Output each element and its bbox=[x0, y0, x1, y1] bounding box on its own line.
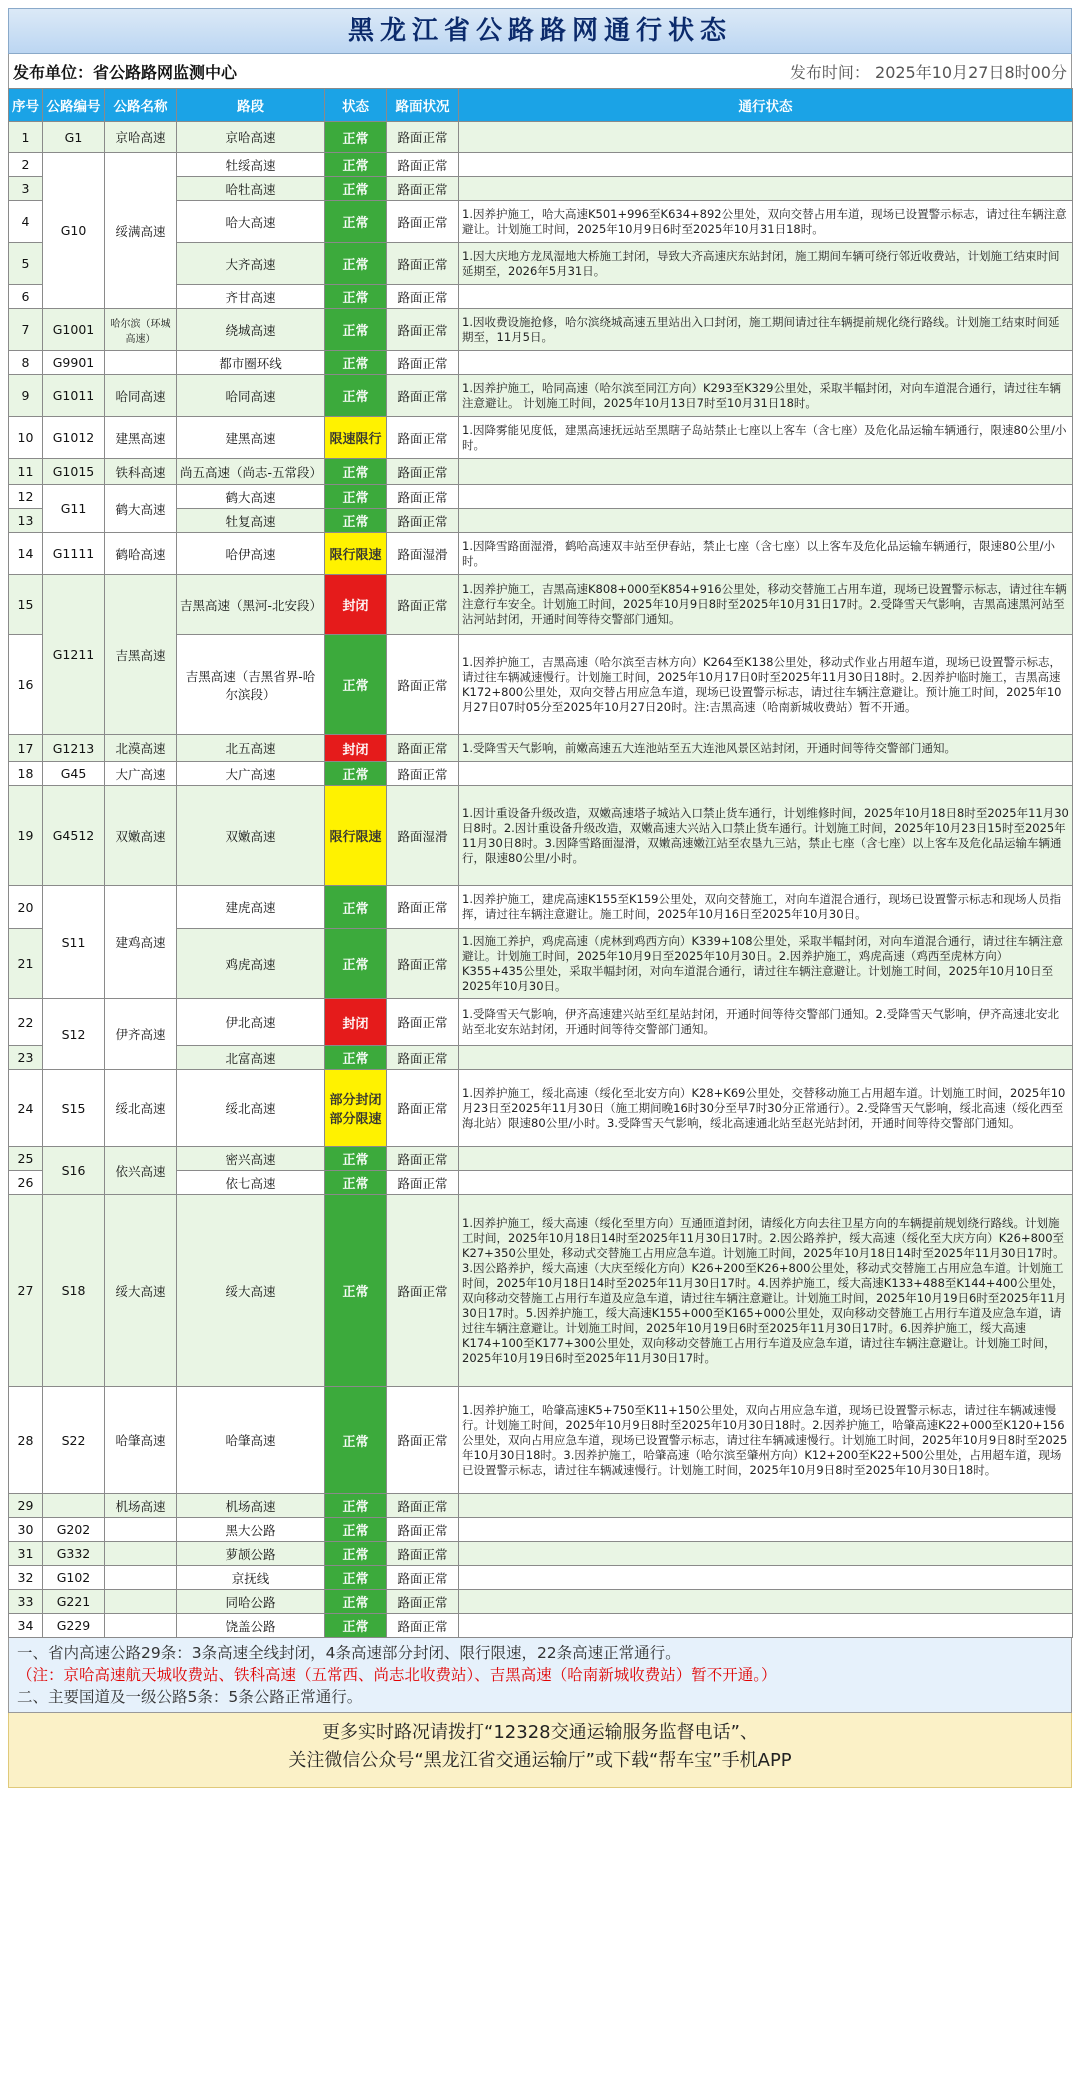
table-row bbox=[9, 762, 1073, 786]
cell-code bbox=[43, 1494, 105, 1518]
cell-name bbox=[105, 1590, 177, 1614]
cell-no: 30 bbox=[9, 1518, 43, 1542]
cell-name: 建黑高速 bbox=[105, 417, 177, 459]
status-badge: 正常 bbox=[325, 1566, 387, 1590]
cell-no: 3 bbox=[9, 177, 43, 201]
table-row bbox=[9, 1387, 1073, 1494]
cell-segment: 哈牡高速 bbox=[177, 177, 325, 201]
cell-no: 33 bbox=[9, 1590, 43, 1614]
cell-segment: 伊北高速 bbox=[177, 999, 325, 1046]
cell-road: 路面正常 bbox=[387, 1147, 459, 1171]
table-row bbox=[9, 575, 1073, 635]
table-row bbox=[9, 1590, 1073, 1614]
status-badge: 正常 bbox=[325, 177, 387, 201]
publisher: 发布单位：省公路路网监测中心 bbox=[13, 62, 238, 82]
table-row bbox=[9, 309, 1073, 351]
cell-detail: 1.因养护施工，绥大高速（绥化至里方向）互通匝道封闭，请绥化方向去往卫星方向的车辆提前规划绕行路线。计划施工时间，2025年10月18日14时至2025年11月30日17时。2.因公路养护，绥大高速（绥化至大庆方向）K26+800至K27+350公里处，移动式交替施工占用应急车道。计划施工时间，2025年10月18日14时至2025年11月30日17时。3.因公路养护，绥大高速（大庆至绥化方向）K26+200至K26+800公里处，移动式交替施工占用应急车道。计划施工时间，2025年10月18日14时至2025年11月30日17时。4.因养护施工，绥大高速K133+488至K144+400公里处，双向移动交替施工占用行车道及应急车道，请过往车辆注意避让。计划施工时间，2025年10月19日6时至2025年11月30日17时。5.因养护施工，绥大高速K155+000至K165+000公里处，双向移动交替施工占用行车道及应急车道，请过往车辆注意避让。计划施工时间，2025年10月19日6时至2025年11月30日17时。6.因养护施工，绥大高速K174+100至K177+300公里处，双向移动交替施工占用行车道及应急车道，请过往车辆注意避让。计划施工时间，2025年10月19日6时至2025年11月30日17时。 bbox=[459, 1195, 1073, 1387]
cell-detail: 1.因养护施工，建虎高速K155至K159公里处，双向交替施工，对向车道混合通行，现场已设置警示标志和现场人员指挥，请过往车辆注意避让。施工时间，2025年10月16日至2025年10月30日。 bbox=[459, 886, 1073, 929]
table-row bbox=[9, 1070, 1073, 1147]
cell-detail bbox=[459, 351, 1073, 375]
cell-code: G1011 bbox=[43, 375, 105, 417]
cell-no: 17 bbox=[9, 735, 43, 762]
cell-segment: 哈肇高速 bbox=[177, 1387, 325, 1494]
cell-name: 北漠高速 bbox=[105, 735, 177, 762]
cell-code: G332 bbox=[43, 1542, 105, 1566]
cell-name: 绥大高速 bbox=[105, 1195, 177, 1387]
cell-no: 34 bbox=[9, 1614, 43, 1638]
cell-name: 哈尔滨（环城高速） bbox=[105, 309, 177, 351]
cell-code: G1015 bbox=[43, 459, 105, 485]
cell-code: G1012 bbox=[43, 417, 105, 459]
table-row bbox=[9, 459, 1073, 485]
status-badge: 正常 bbox=[325, 1542, 387, 1566]
cell-road: 路面正常 bbox=[387, 153, 459, 177]
cell-no: 24 bbox=[9, 1070, 43, 1147]
status-badge: 正常 bbox=[325, 1046, 387, 1070]
cell-name bbox=[105, 351, 177, 375]
status-badge: 正常 bbox=[325, 153, 387, 177]
cell-road: 路面正常 bbox=[387, 1494, 459, 1518]
cell-road: 路面正常 bbox=[387, 485, 459, 509]
cell-segment: 北五高速 bbox=[177, 735, 325, 762]
status-badge: 正常 bbox=[325, 485, 387, 509]
cell-detail bbox=[459, 1171, 1073, 1195]
footer-line-1: 更多实时路况请拨打“12328交通运输服务监督电话”、 bbox=[322, 1722, 758, 1743]
cell-road: 路面正常 bbox=[387, 1046, 459, 1070]
summary-note: （注：京哈高速航天城收费站、铁科高速（五常西、尚志北收费站）、吉黑高速（哈南新城收费站）暂不开通。） bbox=[17, 1666, 777, 1684]
cell-code: G10 bbox=[43, 153, 105, 309]
status-badge: 正常 bbox=[325, 1590, 387, 1614]
cell-road: 路面正常 bbox=[387, 309, 459, 351]
table-header-row bbox=[9, 89, 1073, 122]
cell-road: 路面湿滑 bbox=[387, 533, 459, 575]
cell-no: 9 bbox=[9, 375, 43, 417]
cell-road: 路面正常 bbox=[387, 1171, 459, 1195]
status-badge: 封闭 bbox=[325, 999, 387, 1046]
status-badge: 正常 bbox=[325, 1171, 387, 1195]
cell-code: G9901 bbox=[43, 351, 105, 375]
cell-detail bbox=[459, 1542, 1073, 1566]
cell-no: 25 bbox=[9, 1147, 43, 1171]
cell-code: G1211 bbox=[43, 575, 105, 735]
cell-segment: 饶盖公路 bbox=[177, 1614, 325, 1638]
header-segment: 路段 bbox=[177, 89, 325, 122]
cell-no: 8 bbox=[9, 351, 43, 375]
cell-road: 路面正常 bbox=[387, 509, 459, 533]
cell-segment: 尚五高速（尚志-五常段） bbox=[177, 459, 325, 485]
status-badge: 正常 bbox=[325, 375, 387, 417]
cell-no: 15 bbox=[9, 575, 43, 635]
cell-no: 21 bbox=[9, 929, 43, 999]
cell-road: 路面正常 bbox=[387, 1590, 459, 1614]
page-title: 黑龙江省公路路网通行状态 bbox=[8, 8, 1072, 54]
cell-detail: 1.因大庆地方龙凤湿地大桥施工封闭，导致大齐高速庆东站封闭，施工期间车辆可绕行邻近收费站，计划施工结束时间延期至，2026年5月31日。 bbox=[459, 243, 1073, 285]
cell-name bbox=[105, 1542, 177, 1566]
cell-code: G1111 bbox=[43, 533, 105, 575]
status-badge: 封闭 bbox=[325, 575, 387, 635]
cell-no: 13 bbox=[9, 509, 43, 533]
cell-segment: 依七高速 bbox=[177, 1171, 325, 1195]
cell-segment: 建虎高速 bbox=[177, 886, 325, 929]
cell-no: 10 bbox=[9, 417, 43, 459]
cell-code: S16 bbox=[43, 1147, 105, 1195]
cell-name: 京哈高速 bbox=[105, 122, 177, 153]
table-row bbox=[9, 786, 1073, 886]
cell-road: 路面正常 bbox=[387, 575, 459, 635]
table-row bbox=[9, 153, 1073, 177]
cell-road: 路面正常 bbox=[387, 635, 459, 735]
cell-detail: 1.因计重设备升级改造，双嫩高速塔子城站入口禁止货车通行，计划维修时间，2025年10月18日8时至2025年11月30日8时。2.因计重设备升级改造，双嫩高速大兴站入口禁止货车通行。计划施工时间，2025年10月23日15时至2025年11月30日8时。3.因降雪路面湿滑，双嫩高速嫩江站至农垦九三站，禁止七座（含七座）以上客车及危化品运输车辆通行，限速80公里/小时。 bbox=[459, 786, 1073, 886]
cell-segment: 齐甘高速 bbox=[177, 285, 325, 309]
cell-detail: 1.受降雪天气影响，伊齐高速建兴站至红星站封闭，开通时间等待交警部门通知。2.受降雪天气影响，伊齐高速北安北站至北安东站封闭，开通时间等待交警部门通知。 bbox=[459, 999, 1073, 1046]
cell-code: S11 bbox=[43, 886, 105, 999]
cell-no: 20 bbox=[9, 886, 43, 929]
cell-detail bbox=[459, 1494, 1073, 1518]
cell-segment: 双嫩高速 bbox=[177, 786, 325, 886]
cell-segment: 建黑高速 bbox=[177, 417, 325, 459]
cell-road: 路面正常 bbox=[387, 285, 459, 309]
cell-segment: 哈伊高速 bbox=[177, 533, 325, 575]
cell-name: 鹤哈高速 bbox=[105, 533, 177, 575]
table-row bbox=[9, 1494, 1073, 1518]
status-table bbox=[8, 88, 1073, 1638]
cell-road: 路面正常 bbox=[387, 735, 459, 762]
table-row bbox=[9, 417, 1073, 459]
cell-name bbox=[105, 1518, 177, 1542]
table-row bbox=[9, 999, 1073, 1046]
table-row bbox=[9, 533, 1073, 575]
cell-code: G1001 bbox=[43, 309, 105, 351]
cell-no: 32 bbox=[9, 1566, 43, 1590]
cell-no: 14 bbox=[9, 533, 43, 575]
table-body bbox=[9, 122, 1073, 1638]
cell-code: S22 bbox=[43, 1387, 105, 1494]
cell-detail: 1.因施工养护，鸡虎高速（虎林到鸡西方向）K339+108公里处，采取半幅封闭，对向车道混合通行，请过往车辆注意避让。计划施工时间，2025年10月9日至2025年10月30日。2.因养护施工，鸡虎高速（鸡西至虎林方向）K355+435公里处，采取半幅封闭，对向车道混合通行，请过往车辆注意避让。计划施工时间，2025年10月10日至2025年10月30日。 bbox=[459, 929, 1073, 999]
cell-code: S18 bbox=[43, 1195, 105, 1387]
cell-name: 鹤大高速 bbox=[105, 485, 177, 533]
cell-detail bbox=[459, 122, 1073, 153]
cell-detail bbox=[459, 153, 1073, 177]
table-row bbox=[9, 1566, 1073, 1590]
footer bbox=[8, 1713, 1072, 1788]
publish-time: 发布时间： 2025年10月27日8时00分 bbox=[789, 62, 1067, 82]
cell-segment: 吉黑高速（黑河-北安段） bbox=[177, 575, 325, 635]
header-code: 公路编号 bbox=[43, 89, 105, 122]
cell-segment: 密兴高速 bbox=[177, 1147, 325, 1171]
cell-code: G1 bbox=[43, 122, 105, 153]
cell-detail: 1.因收费设施抢修，哈尔滨绕城高速五里站出入口封闭，施工期间请过往车辆提前规化绕行路线。计划施工结束时间延期至，11月5日。 bbox=[459, 309, 1073, 351]
status-badge: 限行限速 bbox=[325, 533, 387, 575]
cell-name: 双嫩高速 bbox=[105, 786, 177, 886]
cell-detail bbox=[459, 1518, 1073, 1542]
status-badge: 正常 bbox=[325, 929, 387, 999]
status-badge: 封闭 bbox=[325, 735, 387, 762]
cell-road: 路面正常 bbox=[387, 1566, 459, 1590]
cell-segment: 牡绥高速 bbox=[177, 153, 325, 177]
cell-road: 路面正常 bbox=[387, 762, 459, 786]
cell-detail bbox=[459, 1566, 1073, 1590]
cell-no: 26 bbox=[9, 1171, 43, 1195]
cell-no: 16 bbox=[9, 635, 43, 735]
header-status: 状态 bbox=[325, 89, 387, 122]
cell-no: 1 bbox=[9, 122, 43, 153]
cell-detail: 1.因降雾能见度低，建黑高速抚远站至黑瞎子岛站禁止七座以上客车（含七座）及危化品运输车辆通行，限速80公里/小时。 bbox=[459, 417, 1073, 459]
cell-detail bbox=[459, 485, 1073, 509]
cell-road: 路面正常 bbox=[387, 886, 459, 929]
cell-detail: 1.因养护施工，哈大高速K501+996至K634+892公里处，双向交替占用车道，现场已设置警示标志，请过往车辆注意避让。计划施工时间，2025年10月9日6时至2025年10月31日18时。 bbox=[459, 201, 1073, 243]
cell-detail bbox=[459, 509, 1073, 533]
cell-code: G1213 bbox=[43, 735, 105, 762]
table-row bbox=[9, 351, 1073, 375]
publish-row bbox=[8, 54, 1072, 88]
cell-name: 依兴高速 bbox=[105, 1147, 177, 1195]
cell-road: 路面湿滑 bbox=[387, 786, 459, 886]
cell-code: G229 bbox=[43, 1614, 105, 1638]
header-no: 序号 bbox=[9, 89, 43, 122]
cell-road: 路面正常 bbox=[387, 1070, 459, 1147]
cell-segment: 绥大高速 bbox=[177, 1195, 325, 1387]
cell-road: 路面正常 bbox=[387, 122, 459, 153]
cell-detail: 1.因养护施工，绥北高速（绥化至北安方向）K28+K69公里处，交替移动施工占用超车道。计划施工时间，2025年10月23日至2025年11月30日（施工期间晚16时30分至早7时30分正常通行）。2.受降雪天气影响，绥北高速（绥化西至海北站）限速80公里/小时。3.受降雪天气影响，绥北高速通北站至赵光站封闭，开通时间等待交警部门通知。 bbox=[459, 1070, 1073, 1147]
cell-detail bbox=[459, 177, 1073, 201]
cell-name: 机场高速 bbox=[105, 1494, 177, 1518]
cell-segment: 哈同高速 bbox=[177, 375, 325, 417]
cell-road: 路面正常 bbox=[387, 1387, 459, 1494]
cell-segment: 鸡虎高速 bbox=[177, 929, 325, 999]
status-badge: 正常 bbox=[325, 635, 387, 735]
cell-segment: 同哈公路 bbox=[177, 1590, 325, 1614]
status-badge: 正常 bbox=[325, 351, 387, 375]
status-badge: 正常 bbox=[325, 459, 387, 485]
status-badge: 正常 bbox=[325, 309, 387, 351]
cell-segment: 都市圈环线 bbox=[177, 351, 325, 375]
cell-detail bbox=[459, 1147, 1073, 1171]
cell-road: 路面正常 bbox=[387, 243, 459, 285]
cell-name: 哈肇高速 bbox=[105, 1387, 177, 1494]
cell-segment: 京抚线 bbox=[177, 1566, 325, 1590]
cell-segment: 牡复高速 bbox=[177, 509, 325, 533]
table-row bbox=[9, 122, 1073, 153]
status-badge: 正常 bbox=[325, 509, 387, 533]
table-row bbox=[9, 1147, 1073, 1171]
header-name: 公路名称 bbox=[105, 89, 177, 122]
cell-no: 2 bbox=[9, 153, 43, 177]
cell-detail bbox=[459, 1614, 1073, 1638]
cell-segment: 大广高速 bbox=[177, 762, 325, 786]
summary bbox=[8, 1638, 1072, 1713]
status-badge: 正常 bbox=[325, 1147, 387, 1171]
status-badge: 正常 bbox=[325, 1387, 387, 1494]
cell-name bbox=[105, 1614, 177, 1638]
cell-road: 路面正常 bbox=[387, 1195, 459, 1387]
cell-segment: 吉黑高速（吉黑省界-哈尔滨段） bbox=[177, 635, 325, 735]
header-road: 路面状况 bbox=[387, 89, 459, 122]
cell-code: G11 bbox=[43, 485, 105, 533]
status-badge: 限速限行 bbox=[325, 417, 387, 459]
cell-segment: 京哈高速 bbox=[177, 122, 325, 153]
table-row bbox=[9, 1614, 1073, 1638]
cell-detail bbox=[459, 1046, 1073, 1070]
cell-no: 27 bbox=[9, 1195, 43, 1387]
cell-detail bbox=[459, 459, 1073, 485]
cell-name bbox=[105, 1566, 177, 1590]
cell-no: 11 bbox=[9, 459, 43, 485]
status-badge: 正常 bbox=[325, 122, 387, 153]
cell-no: 31 bbox=[9, 1542, 43, 1566]
cell-no: 5 bbox=[9, 243, 43, 285]
cell-road: 路面正常 bbox=[387, 201, 459, 243]
cell-name: 绥满高速 bbox=[105, 153, 177, 309]
status-badge: 限行限速 bbox=[325, 786, 387, 886]
status-badge: 正常 bbox=[325, 1195, 387, 1387]
cell-road: 路面正常 bbox=[387, 351, 459, 375]
cell-no: 29 bbox=[9, 1494, 43, 1518]
cell-no: 28 bbox=[9, 1387, 43, 1494]
table-row bbox=[9, 375, 1073, 417]
cell-segment: 北富高速 bbox=[177, 1046, 325, 1070]
status-badge: 正常 bbox=[325, 886, 387, 929]
cell-road: 路面正常 bbox=[387, 929, 459, 999]
status-badge: 正常 bbox=[325, 1494, 387, 1518]
table-row bbox=[9, 485, 1073, 509]
header-detail: 通行状态 bbox=[459, 89, 1073, 122]
cell-road: 路面正常 bbox=[387, 999, 459, 1046]
cell-name: 哈同高速 bbox=[105, 375, 177, 417]
cell-detail: 1.因养护施工，吉黑高速（哈尔滨至吉林方向）K264至K138公里处，移动式作业占用超车道，现场已设置警示标志，请过往车辆减速慢行。计划施工时间，2025年10月17日0时至2025年11月30日18时。2.因养护临时施工，吉黑高速K172+800公里处，双向交替占用应急车道，现场已设置警示标志，请过往车辆注意避让。预计施工时间，2025年10月27日07时05分至2025年10月27日20时。注:吉黑高速（哈南新城收费站）暂不开通。 bbox=[459, 635, 1073, 735]
cell-road: 路面正常 bbox=[387, 1614, 459, 1638]
cell-segment: 机场高速 bbox=[177, 1494, 325, 1518]
cell-name: 绥北高速 bbox=[105, 1070, 177, 1147]
cell-detail: 1.因养护施工，哈同高速（哈尔滨至同江方向）K293至K329公里处，采取半幅封闭，对向车道混合通行，请过往车辆注意避让。 计划施工时间，2025年10月13日7时至10月31日18时。 bbox=[459, 375, 1073, 417]
cell-no: 6 bbox=[9, 285, 43, 309]
cell-code: G4512 bbox=[43, 786, 105, 886]
cell-detail bbox=[459, 285, 1073, 309]
cell-detail bbox=[459, 1590, 1073, 1614]
cell-detail: 1.因降雪路面湿滑，鹤哈高速双丰站至伊春站，禁止七座（含七座）以上客车及危化品运输车辆通行，限速80公里/小时。 bbox=[459, 533, 1073, 575]
cell-detail bbox=[459, 762, 1073, 786]
cell-segment: 鹤大高速 bbox=[177, 485, 325, 509]
cell-road: 路面正常 bbox=[387, 375, 459, 417]
table-row bbox=[9, 886, 1073, 929]
cell-segment: 大齐高速 bbox=[177, 243, 325, 285]
cell-road: 路面正常 bbox=[387, 459, 459, 485]
status-badge: 正常 bbox=[325, 1518, 387, 1542]
cell-code: G45 bbox=[43, 762, 105, 786]
cell-name: 铁科高速 bbox=[105, 459, 177, 485]
cell-no: 12 bbox=[9, 485, 43, 509]
cell-code: S15 bbox=[43, 1070, 105, 1147]
cell-name: 大广高速 bbox=[105, 762, 177, 786]
cell-no: 22 bbox=[9, 999, 43, 1046]
cell-segment: 哈大高速 bbox=[177, 201, 325, 243]
cell-no: 7 bbox=[9, 309, 43, 351]
cell-segment: 绥北高速 bbox=[177, 1070, 325, 1147]
cell-code: G102 bbox=[43, 1566, 105, 1590]
cell-road: 路面正常 bbox=[387, 417, 459, 459]
cell-name: 吉黑高速 bbox=[105, 575, 177, 735]
status-badge: 部分封闭部分限速 bbox=[325, 1070, 387, 1147]
table-row bbox=[9, 1195, 1073, 1387]
cell-detail: 1.因养护施工，吉黑高速K808+000至K854+916公里处，移动交替施工占用车道，现场已设置警示标志，请过往车辆注意行车安全。计划施工时间，2025年10月9日8时至2025年10月31日17时。2.受降雪天气影响，吉黑高速黑河站至沾河站封闭，开通时间等待交警部门通知。 bbox=[459, 575, 1073, 635]
table-row bbox=[9, 1518, 1073, 1542]
status-badge: 正常 bbox=[325, 285, 387, 309]
cell-detail: 1.因养护施工，哈肇高速K5+750至K11+150公里处，双向占用应急车道，现场已设置警示标志，请过往车辆减速慢行。计划施工时间，2025年10月9日8时至2025年10月30日18时。2.因养护施工，哈肇高速K22+000至K120+156公里处，双向占用应急车道，现场已设置警示标志，请过往车辆减速慢行。计划施工时间，2025年10月9日8时至2025年10月30日18时。3.因养护施工，哈肇高速（哈尔滨至肇州方向）K12+200至K22+500公里处，占用超车道，现场已设置警示标志，请过往车辆减速慢行。计划施工时间，2025年10月9日8时至2025年10月30日18时。 bbox=[459, 1387, 1073, 1494]
cell-no: 18 bbox=[9, 762, 43, 786]
cell-segment: 萝颉公路 bbox=[177, 1542, 325, 1566]
cell-code: G202 bbox=[43, 1518, 105, 1542]
cell-no: 23 bbox=[9, 1046, 43, 1070]
cell-code: S12 bbox=[43, 999, 105, 1070]
cell-detail: 1.受降雪天气影响，前嫩高速五大连池站至五大连池风景区站封闭，开通时间等待交警部门通知。 bbox=[459, 735, 1073, 762]
cell-road: 路面正常 bbox=[387, 177, 459, 201]
table-row bbox=[9, 735, 1073, 762]
cell-no: 19 bbox=[9, 786, 43, 886]
status-badge: 正常 bbox=[325, 762, 387, 786]
cell-road: 路面正常 bbox=[387, 1542, 459, 1566]
cell-no: 4 bbox=[9, 201, 43, 243]
cell-segment: 绕城高速 bbox=[177, 309, 325, 351]
status-badge: 正常 bbox=[325, 201, 387, 243]
cell-name: 建鸡高速 bbox=[105, 886, 177, 999]
table-row bbox=[9, 1542, 1073, 1566]
cell-name: 伊齐高速 bbox=[105, 999, 177, 1070]
status-badge: 正常 bbox=[325, 1614, 387, 1638]
cell-road: 路面正常 bbox=[387, 1518, 459, 1542]
cell-segment: 黑大公路 bbox=[177, 1518, 325, 1542]
summary-line-1: 一、省内高速公路29条：3条高速全线封闭，4条高速部分封闭、限行限速，22条高速正常通行。 bbox=[17, 1644, 681, 1662]
summary-line-2: 二、主要国道及一级公路5条：5条公路正常通行。 bbox=[17, 1688, 363, 1706]
page bbox=[8, 8, 1072, 1788]
footer-line-2: 关注微信公众号“黑龙江省交通运输厅”或下载“帮车宝”手机APP bbox=[288, 1750, 792, 1771]
status-badge: 正常 bbox=[325, 243, 387, 285]
cell-code: G221 bbox=[43, 1590, 105, 1614]
